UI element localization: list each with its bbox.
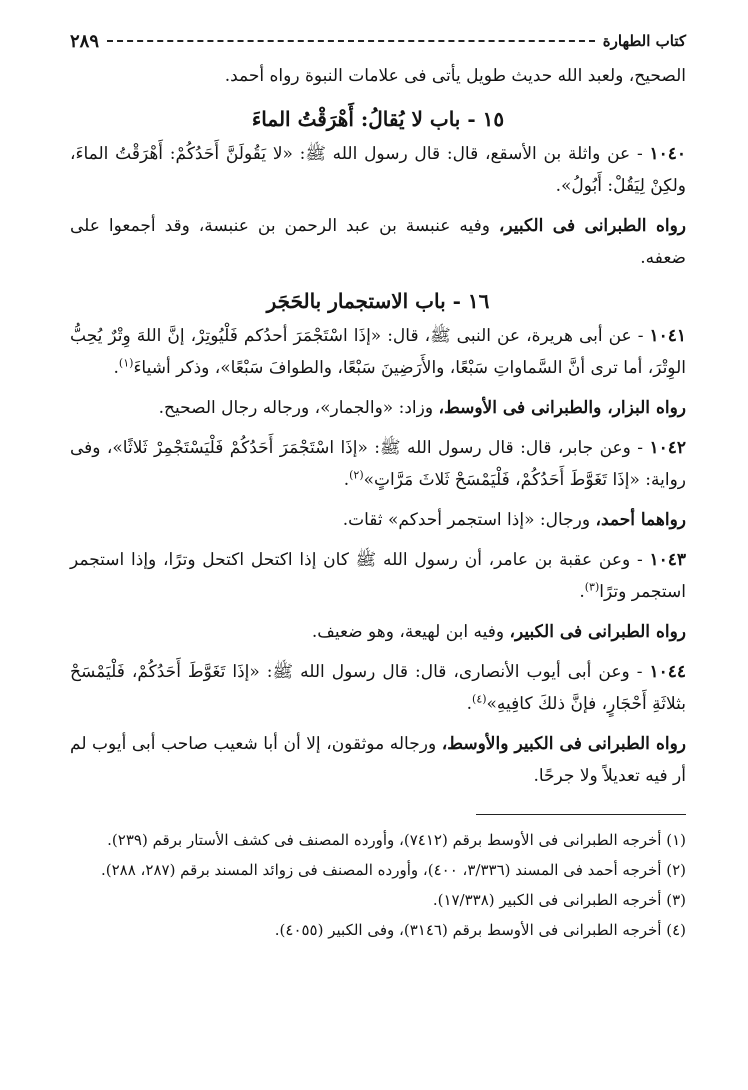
running-title: كتاب الطهارة	[602, 32, 686, 50]
hadith-number: ١٠٤١	[649, 326, 686, 346]
narration-remark: ورجال: «إذا استجمر أحدكم» ثقات.	[342, 510, 591, 530]
hadith-text: وعن جابر، قال: قال رسول الله ﷺ: «إذَا اسْتَجْمَرَ أَحَدُكُمْ فَلْيَسْتَجْمِرْ ثَلاثًا»، وفى رواية: «إذَا تَغَوَّطَ أَحَدُكُمْ، فَلْيَمْسَحْ ثَلاثَ مَرَّاتٍ»	[70, 438, 686, 490]
narration-1043	[70, 616, 686, 648]
header-dashed-rule	[107, 40, 595, 42]
narration-remark: وفيه ابن لهيعة، وهو ضعيف.	[311, 622, 505, 642]
hadith-number: ١٠٤٣	[649, 550, 686, 570]
hadith-1041: ١٠٤١ - عن أبى هريرة، عن النبى ﷺ، قال: «إذَا اسْتَجْمَرَ أحدُكم فَلْيُوتِرْ، إنَّ اللهَ وِتْرٌ يُحِبُّ الوِتْرَ، أما ترى أنَّ السَّماواتِ سَبْعًا، والأَرَضِينَ سَبْعًا، والطوافَ سَبْعًا»، وذكر أشياءَ$^{(١)}$.	[70, 326, 686, 378]
hadith-text: عن واثلة بن الأسقع، قال: قال رسول الله ﷺ: «لا يَقُولَنَّ أَحَدُكُمْ: أَهْرَقْتُ الماءَ، ولكِنْ لِيَقُلْ: أَبُولُ».	[70, 144, 686, 196]
hadith-number: ١٠٤٠	[649, 144, 686, 164]
page-number: ٢٨٩	[70, 30, 100, 52]
narration-remark: ورجاله موثقون، إلا أن أبا شعيب صاحب أبى أيوب لم أر فيه تعديلاً ولا جرحًا.	[70, 734, 686, 786]
hadith-number: ١٠٤٤	[649, 662, 686, 682]
footnote-marker: (٤)	[472, 692, 487, 706]
narration-1042	[70, 504, 686, 536]
narration-source: رواه البزار، والطبرانى فى الأوسط،	[438, 398, 686, 418]
hadith-text: وعن عقبة بن عامر، أن رسول الله ﷺ كان إذا اكتحل اكتحل وترًا، وإذا استجمر استجمر وترًا	[70, 550, 686, 602]
footnote-separator	[476, 814, 686, 815]
hadith-1044: ١٠٤٤ - وعن أبى أيوب الأنصارى، قال: قال رسول الله ﷺ: «إذَا تَغَوَّطَ أَحَدُكُمْ، فَلْيَمْسَحْ بثلاثَةِ أَحْجَارٍ، فإنَّ ذلكَ كافِيهِ»$^{(٤)}$.	[70, 662, 686, 714]
footnote-marker: (٢)	[349, 468, 364, 482]
narration-remark: وفيه عنبسة بن عبد الرحمن بن عنبسة، وقد أجمعوا على ضعفه.	[70, 216, 686, 268]
narration-1041	[70, 392, 686, 424]
narration-source: رواهما أحمد،	[595, 510, 686, 530]
footnote-3: (٣) أخرجه الطبرانى فى الكبير (١٧/٣٣٨).	[432, 891, 686, 909]
narration-remark: وزاد: «والجمار»، ورجاله رجال الصحيح.	[158, 398, 434, 418]
footnote-marker: (٣)	[584, 580, 600, 594]
narration-1040	[70, 210, 686, 274]
hadith-1042: ١٠٤٢ - وعن جابر، قال: قال رسول الله ﷺ: «إذَا اسْتَجْمَرَ أَحَدُكُمْ فَلْيَسْتَجْمِرْ ثَلاثًا»، وفى رواية: «إذَا تَغَوَّطَ أَحَدُكُمْ، فَلْيَمْسَحْ ثَلاثَ مَرَّاتٍ»$^{(٢)}$.	[70, 438, 687, 490]
footnote-marker: (١)	[118, 356, 134, 370]
intro-text: الصحيح، ولعبد الله حديث طويل يأتى فى علامات النبوة رواه أحمد.	[224, 66, 686, 86]
hadith-number: ١٠٤٢	[649, 438, 687, 458]
footnote-2: (٢) أخرجه أحمد فى المسند (٣/٣٣٦، ٤٠٠)، وأورده المصنف فى زوائد المسند برقم (٢٨٧، ٢٨٨).	[100, 861, 686, 879]
chapter-heading-16: ١٦ - باب الاستجمار بالحَجَر	[266, 289, 490, 313]
narration-source: رواه الطبرانى فى الكبير،	[498, 216, 687, 236]
footnote-1: (١) أخرجه الطبرانى فى الأوسط برقم (٧٤١٢)، وأورده المصنف فى كشف الأستار برقم (٢٣٩).	[107, 831, 686, 849]
narration-source: رواه الطبرانى فى الكبير والأوسط،	[441, 734, 687, 754]
hadith-text: عن أبى هريرة، عن النبى ﷺ، قال: «إذَا اسْتَجْمَرَ أحدُكم فَلْيُوتِرْ، إنَّ اللهَ وِتْرٌ يُحِبُّ الوِتْرَ، أما ترى أنَّ السَّماواتِ سَبْعًا، والأَرَضِينَ سَبْعًا، والطوافَ سَبْعًا»، وذكر أشياءَ	[70, 326, 686, 378]
hadith-1040: ١٠٤٠ - عن واثلة بن الأسقع، قال: قال رسول الله ﷺ: «لا يَقُولَنَّ أَحَدُكُمْ: أَهْرَقْتُ الماءَ، ولكِنْ لِيَقُلْ: أَبُولُ».	[70, 144, 686, 196]
footnotes	[70, 825, 686, 945]
footnote-4: (٤) أخرجه الطبرانى فى الأوسط برقم (٣١٤٦)، وفى الكبير (٤٠٥٥).	[274, 921, 686, 939]
chapter-heading-15: ١٥ - باب لا يُقالُ: أَهْرَقْتُ الماءَ	[251, 107, 505, 131]
hadith-text: وعن أبى أيوب الأنصارى، قال: قال رسول الله ﷺ: «إذَا تَغَوَّطَ أَحَدُكُمْ، فَلْيَمْسَحْ بثلاثَةِ أَحْجَارٍ، فإنَّ ذلكَ كافِيهِ»	[70, 662, 686, 714]
hadith-1043: ١٠٤٣ - وعن عقبة بن عامر، أن رسول الله ﷺ كان إذا اكتحل اكتحل وترًا، وإذا استجمر استجمر وترًا$^{(٣)}$.	[70, 550, 686, 602]
narration-1044	[70, 728, 686, 792]
narration-source: رواه الطبرانى فى الكبير،	[509, 622, 686, 642]
running-header	[70, 22, 686, 60]
